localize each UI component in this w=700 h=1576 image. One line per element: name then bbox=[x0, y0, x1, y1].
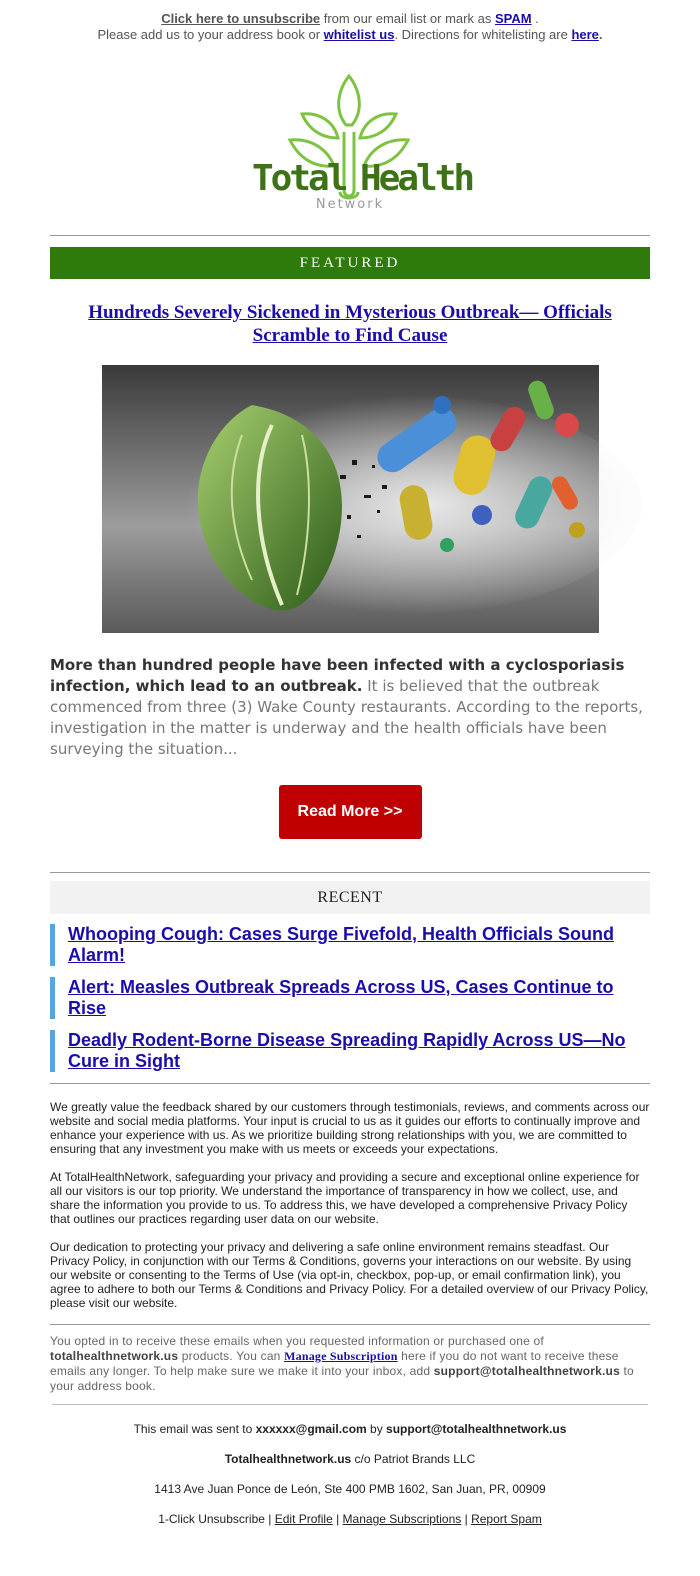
recent-item-link[interactable]: Whooping Cough: Cases Surge Fivefold, Health Officials Sound Alarm! bbox=[68, 924, 615, 965]
excerpt-lead: More than hundred people have been infected with a cyclosporiasis infection, which lead to an outbreak. bbox=[50, 656, 625, 695]
optin-text: here if you do not want to receive these emails any longer. To help make sure we make it into your inbox, add bbox=[50, 1349, 619, 1378]
notice-text: . Directions for whitelisting are bbox=[394, 27, 572, 42]
footer-sent-line bbox=[0, 1421, 700, 1451]
footer-text: This email was sent to bbox=[133, 1422, 256, 1436]
recent-item bbox=[50, 924, 650, 966]
read-more-button[interactable]: Read More >> bbox=[279, 785, 422, 839]
optin-text: to your address book. bbox=[50, 1364, 634, 1393]
featured-headline bbox=[60, 301, 640, 347]
footer-separator: | bbox=[461, 1512, 472, 1526]
recent-item bbox=[50, 977, 650, 1019]
footer-text: c/o Patriot Brands LLC bbox=[351, 1452, 476, 1466]
whitelist-link[interactable]: whitelist us bbox=[323, 27, 395, 42]
brand-logo[interactable] bbox=[0, 70, 700, 210]
spam-link[interactable]: SPAM bbox=[494, 11, 532, 26]
optin-text: products. You can bbox=[178, 1349, 285, 1363]
footer-separator: | bbox=[332, 1512, 343, 1526]
optin-support-email: support@totalhealthnetwork.us bbox=[433, 1364, 620, 1378]
footer-sender: support@totalhealthnetwork.us bbox=[386, 1422, 567, 1436]
footer-recipient: xxxxxx@gmail.com bbox=[255, 1422, 367, 1436]
legal-text bbox=[50, 1100, 650, 1310]
logo-word-total: Total bbox=[252, 158, 346, 199]
divider bbox=[50, 872, 650, 873]
unsubscribe-link[interactable]: Click here to unsubscribe bbox=[161, 11, 321, 26]
recent-item bbox=[50, 1030, 650, 1072]
report-spam-link[interactable]: Report Spam bbox=[471, 1512, 542, 1526]
footer-text: by bbox=[366, 1422, 387, 1436]
footer-links bbox=[0, 1511, 700, 1541]
notice-text: . bbox=[598, 27, 603, 42]
featured-image[interactable] bbox=[102, 365, 599, 633]
edit-profile-link[interactable]: Edit Profile bbox=[274, 1512, 333, 1526]
divider bbox=[50, 235, 650, 236]
notice-text: . bbox=[531, 11, 539, 26]
notice-text: from our email list or mark as bbox=[320, 11, 495, 26]
optin-domain: totalhealthnetwork.us bbox=[50, 1349, 179, 1363]
footer-company: Totalhealthnetwork.us bbox=[224, 1452, 352, 1466]
footer-address: 1413 Ave Juan Ponce de León, Ste 400 PMB 1602, San Juan, PR, 00909 bbox=[154, 1482, 546, 1496]
legal-paragraph: At TotalHealthNetwork, safeguarding your privacy and providing a secure and exceptional online experience for all our visitors is our top priority. We understand the importance of transparency in how we collect, use, and share the information you provide to us. To address this, we have developed a comprehensive Privacy Policy that outlines our practices regarding user data on our website. bbox=[50, 1170, 640, 1226]
logo-word-network: Network bbox=[315, 197, 385, 212]
legal-paragraph: Our dedication to protecting your privacy and delivering a safe online environment remains steadfast. Our Privacy Policy, in conjunction with our Terms & Conditions, governs your interactions on our website. By using our website or consenting to the Terms of Use (via opt-in, checkbox, pop-up, or email confirmation link), you agree to adhere to both our Terms & Conditions and Privacy Policy. For a detailed overview of our Privacy Policy, please visit our website. bbox=[50, 1240, 649, 1310]
top-notice bbox=[0, 0, 700, 43]
recent-item-link[interactable]: Deadly Rodent-Borne Disease Spreading Rapidly Across US—No Cure in Sight bbox=[68, 1030, 626, 1071]
recent-item-link[interactable]: Alert: Measles Outbreak Spreads Across US, Cases Continue to Rise bbox=[68, 977, 614, 1018]
footer-company-line bbox=[0, 1451, 700, 1481]
footer bbox=[0, 1421, 700, 1541]
divider bbox=[52, 1404, 648, 1405]
divider bbox=[50, 1324, 650, 1325]
divider bbox=[50, 1083, 650, 1084]
featured-header: FEATURED bbox=[50, 247, 650, 279]
notice-text: Please add us to your address book or bbox=[97, 27, 324, 42]
optin-notice bbox=[50, 1334, 650, 1394]
total-health-logo-icon bbox=[250, 70, 473, 212]
featured-headline-link[interactable]: Hundreds Severely Sickened in Mysterious Outbreak— Officials Scramble to Find Cause bbox=[88, 302, 612, 346]
legal-paragraph: We greatly value the feedback shared by our customers through testimonials, reviews, and comments across our website and social media platforms. Your input is crucial to us as it guides our efforts to continually improve and enhance your experience with us. As we prioritize building strong relationships with you, we are committed to ensuring that any investment you make with us meets or exceeds your expectations. bbox=[50, 1100, 650, 1156]
manage-subscription-link[interactable]: Manage Subscription bbox=[284, 1349, 398, 1363]
excerpt-body: It is believed that the outbreak commenced from three (3) Wake County restaurants. According to the reports, investigation in the matter is underway and the health officials have been surveying the situation... bbox=[50, 677, 643, 758]
logo-word-health: Health bbox=[360, 158, 473, 199]
manage-subscriptions-link[interactable]: Manage Subscriptions bbox=[342, 1512, 462, 1526]
whitelist-directions-link[interactable]: here bbox=[571, 27, 599, 42]
lettuce-bacteria-illustration-icon bbox=[102, 365, 599, 633]
recent-header: RECENT bbox=[50, 881, 650, 914]
recent-list bbox=[50, 924, 650, 1072]
one-click-unsubscribe-text: 1-Click Unsubscribe bbox=[158, 1512, 265, 1526]
featured-excerpt bbox=[50, 655, 650, 760]
cta-wrap bbox=[0, 785, 700, 839]
footer-separator: | bbox=[264, 1512, 275, 1526]
optin-text: You opted in to receive these emails when you requested information or purchased one of bbox=[50, 1334, 544, 1348]
